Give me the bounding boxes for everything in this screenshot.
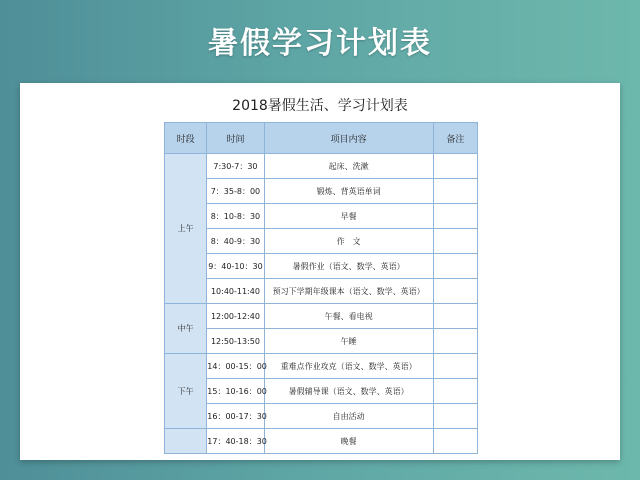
table-header-row [165, 123, 478, 154]
content-cell: 自由活动 [264, 404, 433, 429]
time-cell: 8：10-8：30 [207, 204, 264, 229]
time-cell: 16：00-17：30 [207, 404, 264, 429]
content-cell: 暑假作业（语文、数学、英语） [264, 254, 433, 279]
table-row [165, 229, 478, 254]
table-row [165, 429, 478, 454]
table-row [165, 379, 478, 404]
content-cell: 预习下学期年级课本（语文、数学、英语） [264, 279, 433, 304]
document-title: 2018暑假生活、学习计划表 [232, 98, 408, 114]
note-cell [433, 279, 477, 304]
table-row [165, 254, 478, 279]
header-period: 时段 [165, 123, 207, 154]
note-cell [433, 404, 477, 429]
time-cell: 7：35-8：00 [207, 179, 264, 204]
period-cell: 中午 [165, 304, 207, 354]
note-cell [433, 204, 477, 229]
time-cell: 7:30-7：30 [207, 154, 264, 179]
time-cell: 17：40-18：30 [207, 429, 264, 454]
content-cell: 起床、洗漱 [264, 154, 433, 179]
note-cell [433, 229, 477, 254]
note-cell [433, 329, 477, 354]
content-cell: 午睡 [264, 329, 433, 354]
table-row [165, 404, 478, 429]
period-cell: 上午 [165, 154, 207, 304]
table-row [165, 354, 478, 379]
document-page [20, 83, 620, 460]
time-cell: 8：40-9：30 [207, 229, 264, 254]
note-cell [433, 154, 477, 179]
content-cell: 暑假辅导课（语文、数学、英语） [264, 379, 433, 404]
note-cell [433, 354, 477, 379]
content-cell: 早餐 [264, 204, 433, 229]
table-row [165, 279, 478, 304]
table-row [165, 179, 478, 204]
period-cell: 下午 [165, 354, 207, 429]
content-cell: 作 文 [264, 229, 433, 254]
table-row [165, 329, 478, 354]
note-cell [433, 254, 477, 279]
note-cell [433, 304, 477, 329]
header-note: 备注 [433, 123, 477, 154]
content-cell: 午餐、看电视 [264, 304, 433, 329]
time-cell: 14：00-15：00 [207, 354, 264, 379]
table-row [165, 154, 478, 179]
content-cell: 晚餐 [264, 429, 433, 454]
time-cell: 9：40-10：30 [207, 254, 264, 279]
content-cell: 重难点作业攻克（语文、数学、英语） [264, 354, 433, 379]
note-cell [433, 429, 477, 454]
time-cell: 12:50-13:50 [207, 329, 264, 354]
time-cell: 12:00-12:40 [207, 304, 264, 329]
banner-title: 暑假学习计划表 [208, 26, 432, 61]
header-content: 项目内容 [264, 123, 433, 154]
time-cell: 15：10-16：00 [207, 379, 264, 404]
table-row [165, 304, 478, 329]
note-cell [433, 179, 477, 204]
period-cell [165, 429, 207, 454]
header-time: 时间 [207, 123, 264, 154]
content-cell: 锻炼、背英语单词 [264, 179, 433, 204]
schedule-table [164, 122, 478, 454]
table-row [165, 204, 478, 229]
time-cell: 10:40-11:40 [207, 279, 264, 304]
note-cell [433, 379, 477, 404]
